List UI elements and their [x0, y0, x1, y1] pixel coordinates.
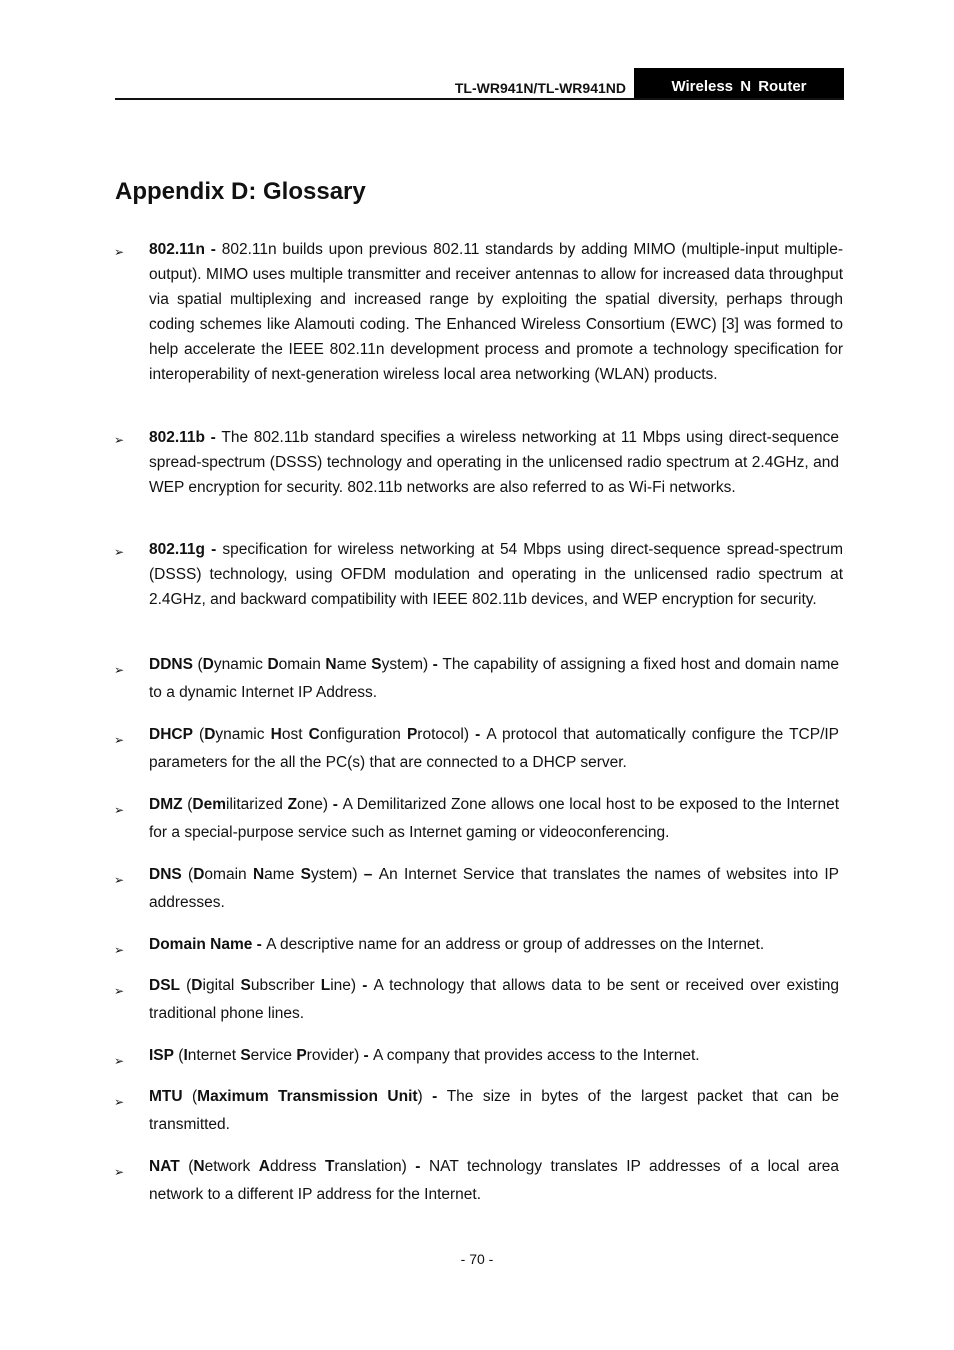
bullet-arrow-icon: ➢: [114, 803, 125, 817]
entry-term: 802.11n: [149, 241, 206, 258]
entry-definition: specification for wireless networking at 54 Mbps using direct-sequence spread-spectrum (DSSS) technology, using OFDM modulation and operating in the unlicensed radio spectrum at 2.4GHz, and backward compatibility with IEEE 802.11b devices, and WEP encryption for security.: [149, 541, 843, 608]
entry-definition: The capability of assigning a fixed host and domain name to a dynamic Internet IP Address.: [149, 656, 839, 701]
page-number: - 70 -: [460, 1251, 494, 1267]
entry-definition: An Internet Service that translates the names of websites into IP addresses.: [149, 866, 840, 911]
product-badge: Wireless N Router: [634, 68, 844, 98]
model-name: TL-WR941N/TL-WR941ND: [454, 80, 626, 96]
entry-term: DMZ: [149, 796, 183, 813]
entry-definition: NAT technology translates IP addresses of a local area network to a different IP address for the Internet.: [149, 1158, 839, 1203]
entry-text: Domain Name - A descriptive name for an address or group of addresses on the Internet.: [149, 936, 765, 953]
entry-text: DMZ (Demilitarized Zone) - A Demilitarized Zone allows one local host to be exposed to the Internet for a special-purpose service such as Internet gaming or videoconferencing.: [149, 796, 839, 841]
bullet-arrow-icon: ➢: [114, 1095, 125, 1109]
bullet-arrow-icon: ➢: [114, 1054, 125, 1068]
page-header: [115, 68, 844, 100]
entry-text: 802.11n - 802.11n builds upon previous 802.11 standards by adding MIMO (multiple-input multiple-output). MIMO uses multiple transmitter and receiver antennas to allow for increased data throughput via spatial multiplexing and increased range by exploiting the spatial diversity, perhaps through coding schemes like Alamouti coding. The Enhanced Wireless Consortium (EWC) [3] was formed to help accelerate the IEEE 802.11n development process and promote a technology specification for interoperability of next-generation wireless local area networking (WLAN) products.: [149, 241, 843, 383]
bullet-arrow-icon: ➢: [114, 733, 125, 747]
bullet-arrow-icon: ➢: [114, 545, 125, 559]
entry-text: DHCP (Dynamic Host Configuration Protocol) - A protocol that automatically configure the TCP/IP parameters for the all the PC(s) that are connected to a DHCP server.: [149, 726, 840, 771]
entry-term: NAT: [149, 1158, 180, 1175]
bullet-arrow-icon: ➢: [114, 873, 125, 887]
entry-definition: A descriptive name for an address or group of addresses on the Internet.: [266, 936, 765, 953]
entry-definition: The 802.11b standard specifies a wireless networking at 11 Mbps using direct-sequence spread-spectrum (DSSS) technology and operating in the unlicensed radio spectrum at 2.4GHz, and WEP encryption for security. 802.11b networks are also referred to as Wi-Fi networks.: [149, 429, 839, 496]
entry-term: 802.11b: [149, 429, 206, 446]
entry-definition: A company that provides access to the Internet.: [373, 1047, 700, 1064]
entry-definition: 802.11n builds upon previous 802.11 standards by adding MIMO (multiple-input multiple-output). MIMO uses multiple transmitter and receiver antennas to allow for increased data throughput via spatial multiplexing and increased range by exploiting the spatial diversity, perhaps through coding schemes like Alamouti coding. The Enhanced Wireless Consortium (EWC) [3] was formed to help accelerate the IEEE 802.11n development process and promote a technology specification for interoperability of next-generation wireless local area networking (WLAN) products.: [149, 241, 843, 383]
entry-term: DNS: [149, 866, 182, 883]
entry-definition: A technology that allows data to be sent or received over existing traditional phone lines.: [149, 977, 840, 1022]
entry-text: MTU (Maximum Transmission Unit) - The size in bytes of the largest packet that can be transmitted.: [149, 1088, 839, 1133]
entry-definition: A protocol that automatically configure the TCP/IP parameters for the all the PC(s) that are connected to a DHCP server.: [149, 726, 840, 771]
entry-term: DDNS: [149, 656, 193, 673]
entry-definition: The size in bytes of the largest packet that can be transmitted.: [149, 1088, 839, 1133]
entry-term: ISP: [149, 1047, 174, 1064]
entry-term: 802.11g: [149, 541, 206, 558]
entry-term: Domain Name: [149, 936, 253, 953]
entry-text: DSL (Digital Subscriber Line) - A technology that allows data to be sent or received over existing traditional phone lines.: [149, 977, 840, 1022]
entry-text: DDNS (Dynamic Domain Name System) - The capability of assigning a fixed host and domain name to a dynamic Internet IP Address.: [149, 656, 839, 701]
entry-definition: A Demilitarized Zone allows one local host to be exposed to the Internet for a special-purpose service such as Internet gaming or videoconferencing.: [149, 796, 839, 841]
entry-term: MTU: [149, 1088, 183, 1105]
entry-text: DNS (Domain Name System) – An Internet Service that translates the names of websites into IP addresses.: [149, 866, 840, 911]
page-title: Appendix D: Glossary: [115, 178, 366, 205]
entry-text: NAT (Network Address Translation) - NAT technology translates IP addresses of a local area network to a different IP address for the Internet.: [149, 1158, 839, 1203]
bullet-arrow-icon: ➢: [114, 433, 125, 447]
bullet-arrow-icon: ➢: [114, 663, 125, 677]
entry-term: DSL: [149, 977, 180, 994]
bullet-arrow-icon: ➢: [114, 1165, 125, 1179]
bullet-arrow-icon: ➢: [114, 943, 125, 957]
entry-term: DHCP: [149, 726, 193, 743]
entry-text: ISP (Internet Service Provider) - A company that provides access to the Internet.: [149, 1047, 700, 1064]
bullet-arrow-icon: ➢: [114, 984, 125, 998]
entry-text: 802.11b - The 802.11b standard specifies a wireless networking at 11 Mbps using direct-sequence spread-spectrum (DSSS) technology and operating in the unlicensed radio spectrum at 2.4GHz, and WEP encryption for security. 802.11b networks are also referred to as Wi-Fi networks.: [149, 429, 839, 496]
bullet-arrow-icon: ➢: [114, 245, 125, 259]
entry-text: 802.11g - specification for wireless networking at 54 Mbps using direct-sequence spread-spectrum (DSSS) technology, using OFDM modulation and operating in the unlicensed radio spectrum at 2.4GHz, and backward compatibility with IEEE 802.11b devices, and WEP encryption for security.: [149, 541, 843, 608]
